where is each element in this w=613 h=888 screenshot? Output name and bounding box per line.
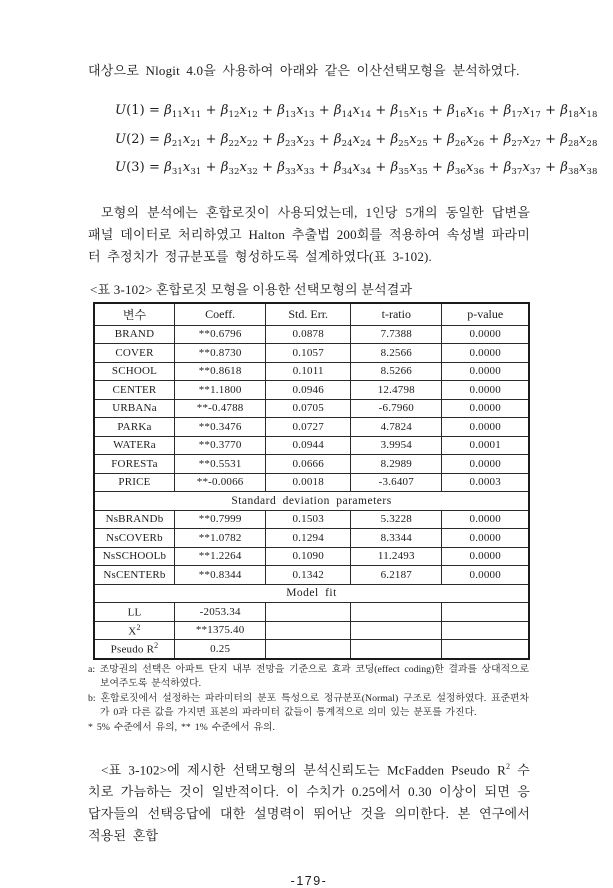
- section-row-model-fit: [94, 584, 529, 603]
- cell-t-ratio: 6.2187: [351, 566, 442, 585]
- cell-empty: [266, 640, 351, 659]
- table-header-row: [94, 303, 529, 326]
- cell-coeff: **1.1800: [174, 381, 265, 400]
- cell-empty: [442, 640, 529, 659]
- cell-std-err: 0.0666: [266, 455, 351, 474]
- cell-pseudo-r2-value: 0.25: [174, 640, 265, 659]
- utility-equation-2: $U(2) = \beta_{21}x_{21} + \beta_{22}x_{22} + \beta_{23}x_{23} + \beta_{24}x_{24} + \beta_{25}x_{25} + \beta_{26}x_{26} + \beta_{27}x_{27} + \beta_{28}x_{28}$: [115, 131, 598, 149]
- header-variable: 변수: [94, 303, 174, 326]
- cell-coeff: **0.3476: [174, 418, 265, 437]
- cell-t-ratio: 7.7388: [351, 325, 442, 344]
- cell-coeff: **0.8730: [174, 344, 265, 363]
- cell-empty: [351, 603, 442, 622]
- cell-variable: COVER: [94, 344, 174, 363]
- cell-t-ratio: 8.5266: [351, 362, 442, 381]
- cell-p-value: 0.0000: [442, 566, 529, 585]
- table-row: [94, 325, 529, 344]
- header-t-ratio: t-ratio: [351, 303, 442, 326]
- closing-paragraph: <표 3-102>에 제시한 선택모형의 분석신뢰도는 McFadden Pseudo $R^2$ 수치로 가늠하는 것이 일반적이다. 이 수치가 0.25에서 0.30 이상이 되면 응답자들의 선택응답에 대한 설명력이 뛰어난 것을 의미한다. 본 연구에서 적용된 혼합: [88, 762, 530, 844]
- cell-coeff: **1.0782: [174, 529, 265, 548]
- cell-empty: [351, 640, 442, 659]
- model-fit-row: [94, 640, 529, 659]
- cell-t-ratio: -3.6407: [351, 473, 442, 492]
- cell-variable: FORESTa: [94, 455, 174, 474]
- cell-p-value: 0.0000: [442, 381, 529, 400]
- table-row: [94, 473, 529, 492]
- cell-std-err: 0.1090: [266, 547, 351, 566]
- cell-variable: NsCENTERb: [94, 566, 174, 585]
- cell-std-err: 0.1057: [266, 344, 351, 363]
- section-row-standard-deviation: [94, 492, 529, 511]
- table-row: [94, 529, 529, 548]
- cell-chi-square-label: $X^2$: [94, 621, 174, 640]
- cell-ll-value: -2053.34: [174, 603, 265, 622]
- cell-t-ratio: 3.9954: [351, 436, 442, 455]
- cell-std-err: 0.0878: [266, 325, 351, 344]
- method-paragraph: 모형의 분석에는 혼합로짓이 사용되었는데, 1인당 5개의 동일한 답변을 패널 데이터로 처리하였고 Halton 추출법 200회를 적용하여 속성별 파라미터 추정치가 정규분포를 형성하도록 설계하였다(표 3-102).: [88, 204, 530, 264]
- table-row: [94, 510, 529, 529]
- cell-p-value: 0.0000: [442, 325, 529, 344]
- cell-coeff: **0.3770: [174, 436, 265, 455]
- cell-t-ratio: 8.2566: [351, 344, 442, 363]
- cell-variable: BRAND: [94, 325, 174, 344]
- table-row: [94, 381, 529, 400]
- cell-coeff: **0.6796: [174, 325, 265, 344]
- page-number: -179-: [290, 874, 328, 888]
- table-row: [94, 344, 529, 363]
- model-fit-row: [94, 603, 529, 622]
- cell-std-err: 0.0944: [266, 436, 351, 455]
- cell-t-ratio: 4.7824: [351, 418, 442, 437]
- cell-std-err: 0.1294: [266, 529, 351, 548]
- footnote-a: a: 조망권의 선택은 아파트 단지 내부 전망을 기준으로 효과 코딩(effect coding)한 결과를 상대적으로 보여주도록 분석하였다.: [88, 663, 529, 689]
- cell-t-ratio: 8.3344: [351, 529, 442, 548]
- cell-variable: NsCOVERb: [94, 529, 174, 548]
- cell-std-err: 0.0727: [266, 418, 351, 437]
- cell-p-value: 0.0000: [442, 510, 529, 529]
- header-std-err: Std. Err.: [266, 303, 351, 326]
- utility-equation-3: $U(3) = \beta_{31}x_{31} + \beta_{32}x_{32} + \beta_{33}x_{33} + \beta_{34}x_{34} + \beta_{35}x_{35} + \beta_{36}x_{36} + \beta_{37}x_{37} + \beta_{38}x_{38}$: [115, 160, 598, 177]
- cell-p-value: 0.0000: [442, 529, 529, 548]
- footnote-b: b: 혼합로짓에서 설정하는 파라미터의 분포 특성으로 정규분포(Normal) 구조로 설정하였다. 표준편차가 0과 다른 값을 가지면 표본의 파라미터 값들이 통계적으로 의미 있는 분포를 가진다.: [88, 692, 529, 718]
- cell-coeff: **-0.4788: [174, 399, 265, 418]
- cell-coeff: **0.8618: [174, 362, 265, 381]
- table-row: [94, 566, 529, 585]
- table-row: [94, 418, 529, 437]
- cell-variable: CENTER: [94, 381, 174, 400]
- cell-p-value: 0.0001: [442, 436, 529, 455]
- cell-variable: NsSCHOOLb: [94, 547, 174, 566]
- cell-t-ratio: 11.2493: [351, 547, 442, 566]
- results-table: [93, 302, 530, 660]
- cell-empty: [442, 621, 529, 640]
- model-fit-row: [94, 621, 529, 640]
- cell-variable: WATERa: [94, 436, 174, 455]
- section-label: Standard deviation parameters: [94, 492, 529, 511]
- cell-coeff: **0.7999: [174, 510, 265, 529]
- cell-variable: PRICE: [94, 473, 174, 492]
- table-row: [94, 399, 529, 418]
- table-row: [94, 547, 529, 566]
- cell-std-err: 0.1011: [266, 362, 351, 381]
- cell-t-ratio: 8.2989: [351, 455, 442, 474]
- cell-std-err: 0.1503: [266, 510, 351, 529]
- table-footnotes: [88, 663, 529, 736]
- cell-coeff: **1.2264: [174, 547, 265, 566]
- table-caption: <표 3-102> 혼합로짓 모형을 이용한 선택모형의 분석결과: [90, 281, 413, 297]
- cell-empty: [442, 603, 529, 622]
- cell-p-value: 0.0000: [442, 362, 529, 381]
- table-row: [94, 455, 529, 474]
- utility-equation-1: $U(1) = \beta_{11}x_{11} + \beta_{12}x_{12} + \beta_{13}x_{13} + \beta_{14}x_{14} + \beta_{15}x_{15} + \beta_{16}x_{16} + \beta_{17}x_{17} + \beta_{18}x_{18}$: [115, 103, 598, 120]
- cell-std-err: 0.1342: [266, 566, 351, 585]
- cell-p-value: 0.0000: [442, 547, 529, 566]
- cell-coeff: **0.5531: [174, 455, 265, 474]
- cell-std-err: 0.0946: [266, 381, 351, 400]
- cell-p-value: 0.0000: [442, 455, 529, 474]
- cell-variable: NsBRANDb: [94, 510, 174, 529]
- table-row: [94, 436, 529, 455]
- cell-p-value: 0.0000: [442, 399, 529, 418]
- cell-std-err: 0.0705: [266, 399, 351, 418]
- cell-p-value: 0.0000: [442, 344, 529, 363]
- cell-t-ratio: -6.7960: [351, 399, 442, 418]
- cell-std-err: 0.0018: [266, 473, 351, 492]
- header-coeff: Coeff.: [174, 303, 265, 326]
- cell-variable: PARKa: [94, 418, 174, 437]
- cell-chi-square-value: **1375.40: [174, 621, 265, 640]
- table-row: [94, 362, 529, 381]
- significance-note: * 5% 수준에서 유의, ** 1% 수준에서 유의.: [88, 721, 275, 733]
- section-label: Model fit: [94, 584, 529, 603]
- header-p-value: p-value: [442, 303, 529, 326]
- cell-p-value: 0.0000: [442, 418, 529, 437]
- cell-empty: [266, 603, 351, 622]
- cell-t-ratio: 12.4798: [351, 381, 442, 400]
- cell-t-ratio: 5.3228: [351, 510, 442, 529]
- cell-pseudo-r2-label: Pseudo $R^2$: [94, 640, 174, 659]
- cell-coeff: **-0.0066: [174, 473, 265, 492]
- cell-p-value: 0.0003: [442, 473, 529, 492]
- utility-equations: [115, 99, 598, 185]
- cell-empty: [266, 621, 351, 640]
- intro-paragraph: 대상으로 Nlogit 4.0을 사용하여 아래와 같은 이산선택모형을 분석하였다.: [88, 63, 520, 78]
- cell-variable: SCHOOL: [94, 362, 174, 381]
- cell-coeff: **0.8344: [174, 566, 265, 585]
- cell-ll-label: LL: [94, 603, 174, 622]
- cell-variable: URBANa: [94, 399, 174, 418]
- cell-empty: [351, 621, 442, 640]
